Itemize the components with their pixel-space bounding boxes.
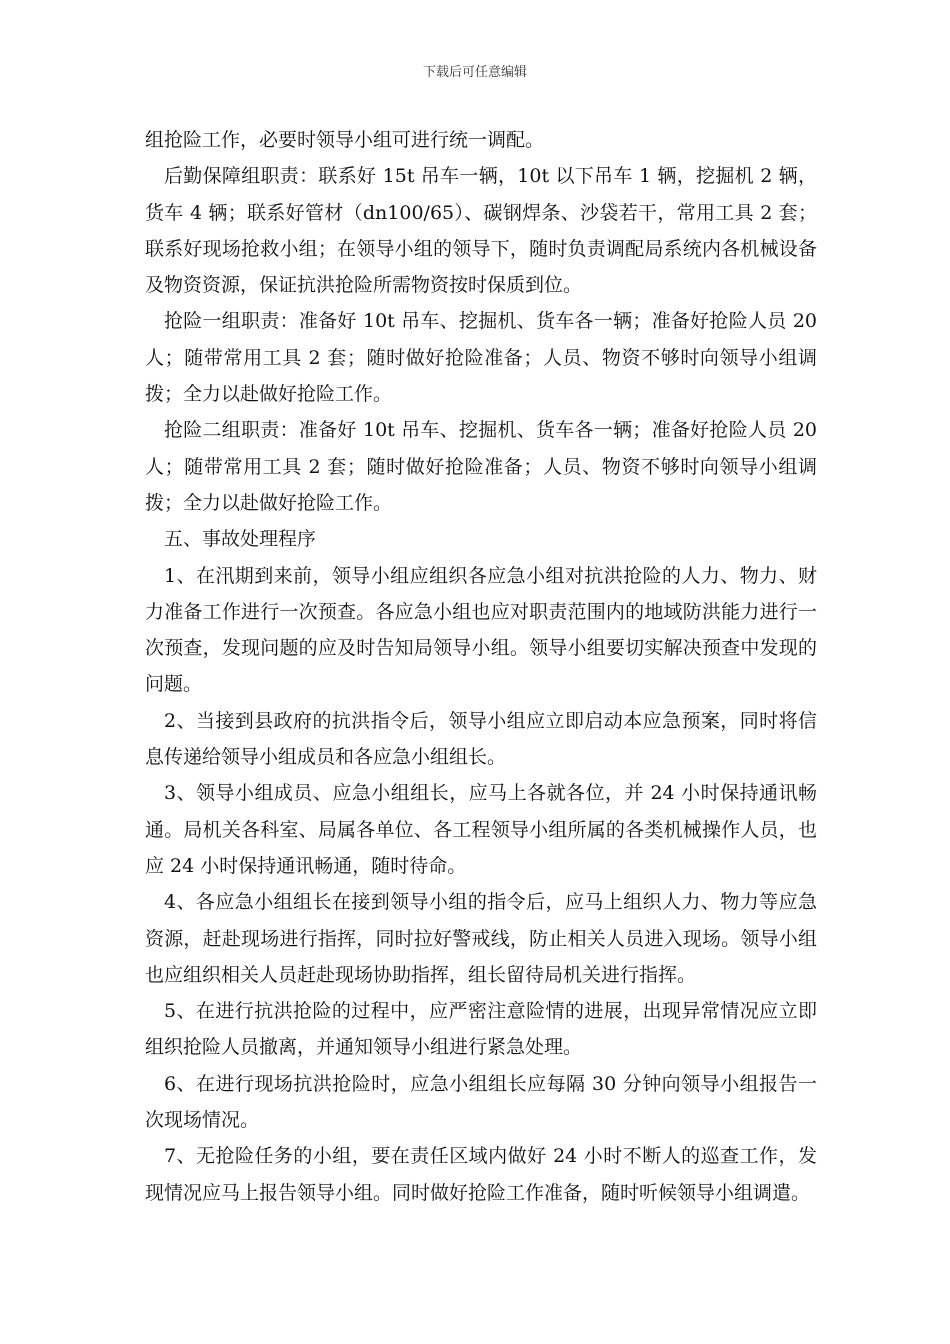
- paragraph-rescue-team-two: 抢险二组职责：准备好 10t 吊车、挖掘机、货车各一辆；准备好抢险人员 20 人；随带常用工具 2 套；随时做好抢险准备；人员、物资不够时向领导小组调拨；全力以赴做好抢险工作。: [145, 419, 817, 514]
- paragraph-step-7: 7、无抢险任务的小组，要在责任区域内做好 24 小时不断人的巡查工作，发现情况应马上报告领导小组。同时做好抢险工作准备，随时听候领导小组调遣。: [145, 1145, 817, 1204]
- page-header: 下载后可任意编辑: [422, 65, 527, 80]
- paragraph-step-1: 1、在汛期到来前，领导小组应组织各应急小组对抗洪抢险的人力、物力、财力准备工作进行一次预查。各应急小组也应对职责范围内的地域防洪能力进行一次预查，发现问题的应及时告知局领导小组。领导小组要切实解决预查中发现的问题。: [145, 564, 817, 696]
- paragraph-step-3: 3、领导小组成员、应急小组组长，应马上各就各位，并 24 小时保持通讯畅通。局机关各科室、局属各单位、各工程领导小组所属的各类机械操作人员，也应 24 小时保持通讯畅通，随时待命。: [145, 782, 817, 877]
- paragraph-logistics-duties: 后勤保障组职责：联系好 15t 吊车一辆，10t 以下吊车 1 辆，挖掘机 2 辆，货车 4 辆；联系好管材（dn100/65）、碳钢焊条、沙袋若干，常用工具 2 套；联系好现场抢救小组；在领导小组的领导下，随时负责调配局系统内各机械设备及物资资源，保证抗洪抢险所需物资按时保质到位。: [145, 165, 817, 297]
- paragraph-step-4: 4、各应急小组组长在接到领导小组的指令后，应马上组织人力、物力等应急资源，赶赴现场进行指挥，同时拉好警戒线，防止相关人员进入现场。领导小组也应组织相关人员赶赴现场协助指挥，组长留待局机关进行指挥。: [145, 891, 817, 986]
- paragraph-rescue-team-one: 抢险一组职责：准备好 10t 吊车、挖掘机、货车各一辆；准备好抢险人员 20 人；随带常用工具 2 套；随时做好抢险准备；人员、物资不够时向领导小组调拨；全力以赴做好抢险工作。: [145, 310, 817, 406]
- paragraph-continuation: 组抢险工作，必要时领导小组可进行统一调配。: [145, 129, 545, 151]
- paragraph-step-5: 5、在进行抗洪抢险的过程中，应严密注意险情的进展，出现异常情况应立即组织抢险人员撤离，并通知领导小组进行紧急处理。: [145, 1000, 817, 1059]
- paragraph-step-6: 6、在进行现场抗洪抢险时，应急小组组长应每隔 30 分钟向领导小组报告一次现场情况。: [145, 1072, 817, 1132]
- document-body: [145, 122, 817, 1211]
- section-heading-procedure: 五、事故处理程序: [164, 528, 317, 551]
- paragraph-step-2: 2、当接到县政府的抗洪指令后，领导小组应立即启动本应急预案，同时将信息传递给领导小组成员和各应急小组组长。: [145, 709, 817, 769]
